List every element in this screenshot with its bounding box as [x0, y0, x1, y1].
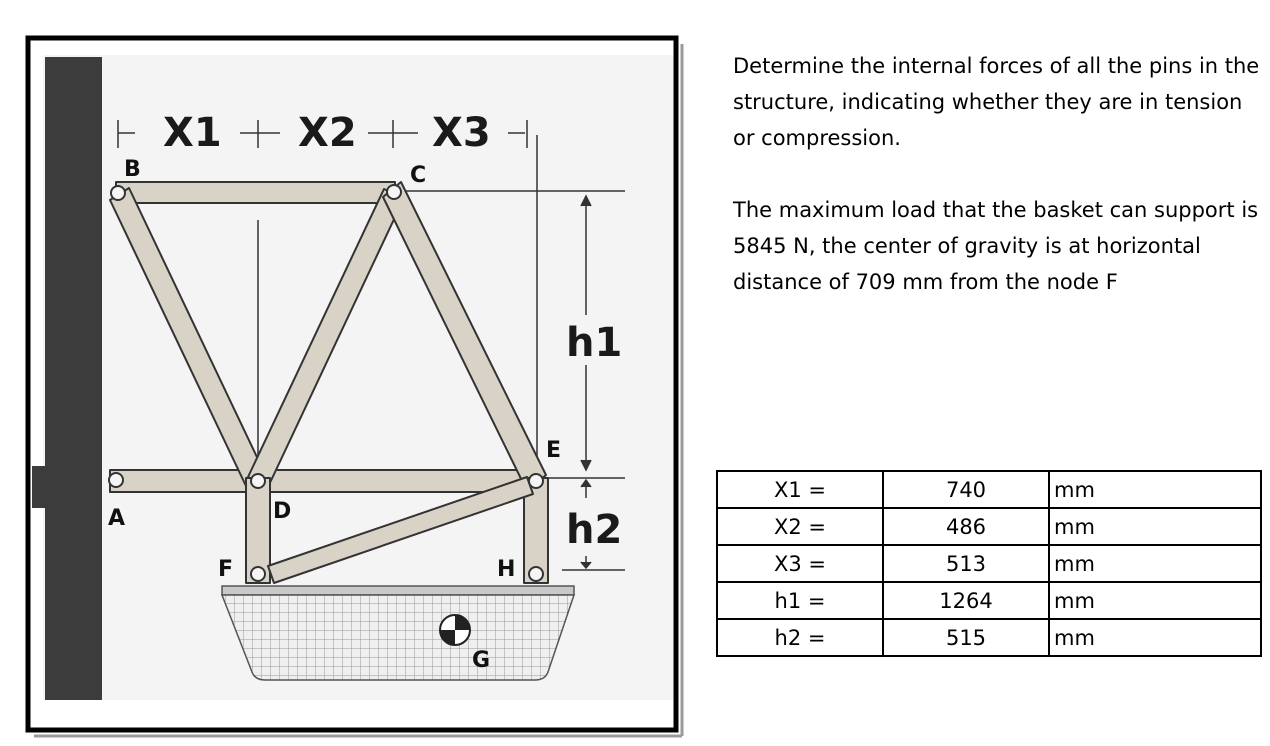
dimension-label-h1: h1	[566, 320, 623, 366]
node-label-f: F	[218, 557, 234, 582]
node-label-b: B	[124, 157, 141, 182]
dimension-value: 513	[883, 545, 1049, 582]
dimension-name: X1 =	[717, 471, 883, 508]
pin-f	[251, 567, 265, 581]
problem-paragraph-task: Determine the internal forces of all the pins in the structure, indicating whether they are in tension or compression.	[733, 54, 1260, 150]
dimension-value: 1264	[883, 582, 1049, 619]
node-label-d: D	[273, 499, 292, 524]
pin-b	[111, 186, 125, 200]
dimension-unit: mm	[1049, 582, 1261, 619]
dimension-value: 740	[883, 471, 1049, 508]
dimension-unit: mm	[1049, 545, 1261, 582]
node-label-h: H	[497, 557, 516, 582]
table-row	[717, 582, 1261, 619]
pin-c	[387, 185, 401, 199]
member-ae	[110, 470, 538, 492]
dimension-value: 486	[883, 508, 1049, 545]
wall	[45, 57, 102, 700]
dimension-label-h2: h2	[566, 507, 623, 553]
table-row	[717, 619, 1261, 656]
dimension-value: 515	[883, 619, 1049, 656]
node-label-a: A	[108, 506, 126, 531]
dimensions-table	[716, 470, 1262, 657]
dimension-name: h1 =	[717, 582, 883, 619]
pin-e	[529, 474, 543, 488]
member-bc	[116, 182, 395, 203]
pin-h	[529, 567, 543, 581]
dimension-label-x3: X3	[432, 110, 491, 156]
dimension-unit: mm	[1049, 619, 1261, 656]
wall-bracket	[32, 466, 46, 508]
problem-paragraph-load: The maximum load that the basket can support is 5845 N, the center of gravity is at horizontal distance of 709 mm from the node F	[733, 198, 1259, 294]
dimension-label-x1: X1	[163, 110, 222, 156]
node-label-c: C	[410, 163, 427, 188]
table-row	[717, 545, 1261, 582]
dimension-unit: mm	[1049, 508, 1261, 545]
dimension-name: X2 =	[717, 508, 883, 545]
table-row	[717, 471, 1261, 508]
table-row	[717, 508, 1261, 545]
dimension-label-x2: X2	[298, 110, 357, 156]
basket	[222, 586, 574, 680]
problem-statement	[733, 48, 1263, 300]
dimension-name: X3 =	[717, 545, 883, 582]
pin-d	[251, 474, 265, 488]
node-label-e: E	[546, 438, 562, 463]
center-of-gravity-icon	[440, 615, 470, 645]
dimension-unit: mm	[1049, 471, 1261, 508]
pin-a	[109, 473, 123, 487]
dimension-name: h2 =	[717, 619, 883, 656]
node-label-g: G	[472, 648, 491, 673]
